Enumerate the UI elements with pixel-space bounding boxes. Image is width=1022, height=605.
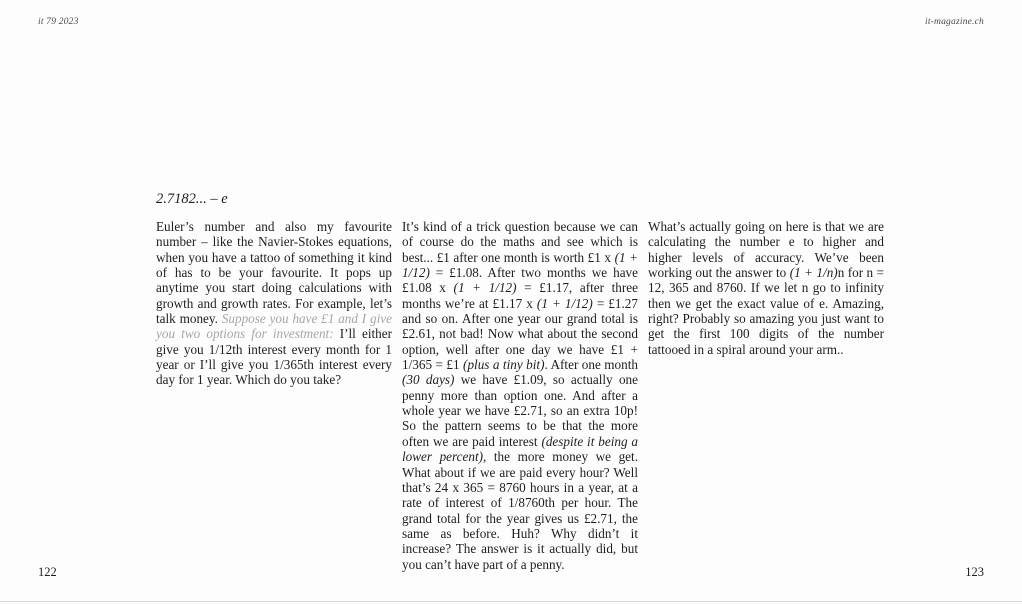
text-segment: . After one month [544,357,638,373]
text-segment: = £1.27 and so on. After one year our grand total is £2.61, not bad! Now what about the second option, well after one day we have £1 + 1/365 = £1 [402,295,638,373]
text-segment: I’ll either give you 1/12th interest every month for 1 year or I’ll give you 1/365th interest every day for 1 year. Which do you take? [156,326,392,388]
article-column-3 [648,219,884,572]
bottom-rule [0,601,1022,602]
text-segment: (1 + 1/12) [453,280,517,296]
text-segment: (despite it being a lower percent) [402,433,639,465]
article-column-1 [156,219,392,572]
page-number-right: 123 [965,565,984,579]
text-segment: we have £1.09, so actually one penny more than option one. And after a whole year we have £2.71, so an extra 10p! So the pattern seems to be that the more often we are paid interest [402,372,638,449]
text-segment: = £1.08. After two months we have £1.08 x [402,265,638,296]
text-segment: = £1.17, after three months we’re at £1.17 x [402,280,639,311]
text-segment: (plus a tiny bit) [463,357,545,373]
text-segment: (1 + 1/12) [536,295,593,311]
text-segment: (1 + 1/n) [789,265,838,281]
text-segment: Suppose you have £1 and I give you two options for investment: [156,311,392,342]
article-columns [156,219,884,572]
article-column-2 [402,219,638,572]
article-heading: 2.7182... – e [156,191,228,207]
page-number-left: 122 [38,565,57,579]
text-segment: It’s kind of a trick question because we can of course do the maths and see which is best... £1 after one month is worth £1 x [402,219,638,265]
text-segment: n for n = 12, 365 and 8760. If we let n go to infinity then we get the exact value of e. Amazing, right? Probably so amazing you just want to get the first 100 digits of the number tattooed in a spiral around your arm.. [648,265,884,357]
issue-folio: it 79 2023 [38,17,79,27]
text-segment: (30 days) [402,372,455,388]
text-segment: (1 + 1/12) [402,249,639,281]
text-segment: , the more money we get. What about if we are paid every hour? Well that’s 24 x 365 = 8760 hours in a year, at a rate of interest of 1/8760th per hour. The grand total for the year gives us £2.71, the same as before. Huh? Why didn’t it increase? The answer is it actually did, but you can’t have part of a penny. [402,449,639,572]
text-segment: What’s actually going on here is that we are calculating the number e to higher and higher levels of accuracy. We’ve been working out the answer to [648,219,884,281]
text-segment: Euler’s number and also my favourite number – like the Navier-Stokes equations, when you have a tattoo of something it kind of has to be your favourite. It pops up anytime you start doing calculations with growth and growth rates. For example, let’s talk money. [156,219,392,327]
magazine-url-folio: it-magazine.ch [925,17,984,27]
